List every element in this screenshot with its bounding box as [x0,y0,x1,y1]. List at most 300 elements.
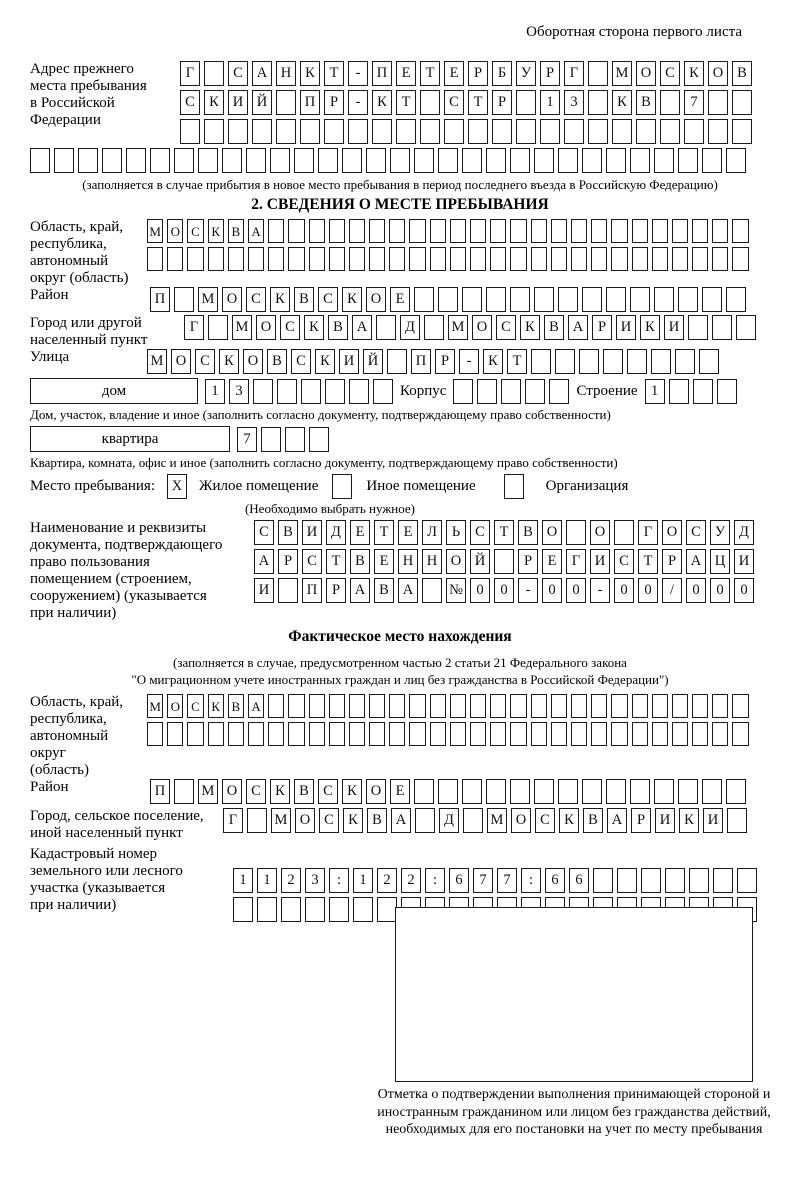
char-box[interactable]: Т [420,61,440,86]
char-box[interactable]: Т [374,520,394,545]
char-box[interactable]: К [204,90,224,115]
char-box[interactable]: 3 [305,868,325,893]
char-box[interactable]: Р [435,349,455,374]
char-box[interactable] [366,148,386,173]
char-box[interactable]: И [302,520,322,545]
char-box[interactable]: О [446,549,466,574]
char-box[interactable]: К [342,287,362,312]
char-box[interactable]: О [366,779,386,804]
char-box[interactable]: 3 [229,379,249,404]
char-box[interactable]: Р [492,90,512,115]
char-box[interactable]: Т [638,549,658,574]
char-box[interactable] [558,148,578,173]
char-box[interactable]: Й [470,549,490,574]
char-box[interactable] [660,119,680,144]
char-box[interactable] [222,148,242,173]
char-box[interactable]: И [664,315,684,340]
char-box[interactable]: М [147,349,167,374]
char-box[interactable] [30,148,50,173]
char-box[interactable]: : [329,868,349,893]
char-box[interactable]: Р [278,549,298,574]
char-box[interactable]: К [304,315,324,340]
char-box[interactable] [591,694,607,718]
char-box[interactable] [470,694,486,718]
char-box[interactable]: О [222,779,242,804]
char-box[interactable]: Р [468,61,488,86]
char-box[interactable]: 0 [734,578,754,603]
char-box[interactable] [632,694,648,718]
char-box[interactable] [665,868,685,893]
char-box[interactable] [389,219,405,243]
char-box[interactable] [732,219,748,243]
char-box[interactable]: Е [374,549,394,574]
char-box[interactable]: В [294,779,314,804]
char-box[interactable]: 1 [233,868,253,893]
char-box[interactable] [285,427,305,452]
char-box[interactable]: К [343,808,363,833]
char-box[interactable] [270,148,290,173]
char-box[interactable] [490,219,506,243]
char-box[interactable] [712,219,728,243]
char-box[interactable] [294,148,314,173]
char-box[interactable]: К [208,694,224,718]
char-box[interactable] [501,379,521,404]
char-box[interactable] [702,148,722,173]
char-box[interactable] [531,219,547,243]
char-box[interactable] [494,549,514,574]
char-box[interactable] [277,379,297,404]
char-box[interactable] [693,379,713,404]
char-box[interactable]: Т [396,90,416,115]
char-box[interactable] [612,119,632,144]
char-box[interactable] [555,349,575,374]
char-box[interactable]: 3 [564,90,584,115]
char-box[interactable]: М [271,808,291,833]
char-box[interactable]: М [232,315,252,340]
char-box[interactable] [712,722,728,746]
char-box[interactable] [531,722,547,746]
char-box[interactable] [606,148,626,173]
char-box[interactable] [276,90,296,115]
char-box[interactable]: У [710,520,730,545]
char-box[interactable] [614,520,634,545]
char-box[interactable] [582,287,602,312]
char-box[interactable] [702,779,722,804]
checkbox-organization[interactable] [504,474,524,499]
char-box[interactable]: 1 [257,868,277,893]
char-box[interactable]: П [372,61,392,86]
char-box[interactable] [603,349,623,374]
char-box[interactable] [420,119,440,144]
char-box[interactable]: П [411,349,431,374]
char-box[interactable] [288,722,304,746]
char-box[interactable]: С [319,808,339,833]
char-box[interactable] [372,119,392,144]
char-box[interactable] [208,315,228,340]
char-box[interactable] [593,868,613,893]
char-box[interactable] [430,694,446,718]
char-box[interactable]: О [171,349,191,374]
char-box[interactable]: 6 [545,868,565,893]
char-box[interactable] [684,119,704,144]
char-box[interactable]: М [147,694,163,718]
char-box[interactable]: И [655,808,675,833]
char-box[interactable] [147,247,163,271]
char-box[interactable] [540,119,560,144]
char-box[interactable] [233,897,253,922]
char-box[interactable] [268,247,284,271]
char-box[interactable]: Р [662,549,682,574]
char-box[interactable] [510,722,526,746]
char-box[interactable] [727,808,747,833]
char-box[interactable] [571,247,587,271]
char-box[interactable] [713,868,733,893]
char-box[interactable] [309,694,325,718]
char-box[interactable]: Р [631,808,651,833]
char-box[interactable] [329,219,345,243]
char-box[interactable] [510,287,530,312]
char-box[interactable] [617,868,637,893]
char-box[interactable]: В [367,808,387,833]
char-box[interactable] [174,779,194,804]
char-box[interactable] [329,897,349,922]
char-box[interactable] [606,287,626,312]
char-box[interactable] [309,722,325,746]
char-box[interactable] [430,247,446,271]
char-box[interactable] [732,722,748,746]
char-box[interactable] [477,379,497,404]
char-box[interactable]: Е [390,779,410,804]
char-box[interactable]: В [267,349,287,374]
char-box[interactable]: Е [542,549,562,574]
char-box[interactable]: А [391,808,411,833]
char-box[interactable] [450,694,466,718]
char-box[interactable] [669,379,689,404]
char-box[interactable] [558,779,578,804]
char-box[interactable]: 0 [542,578,562,603]
char-box[interactable]: 0 [710,578,730,603]
char-box[interactable]: 6 [449,868,469,893]
char-box[interactable] [268,722,284,746]
checkbox-other-premise[interactable] [332,474,352,499]
char-box[interactable] [187,722,203,746]
char-box[interactable]: / [662,578,682,603]
char-box[interactable]: Й [252,90,272,115]
char-box[interactable]: С [496,315,516,340]
char-box[interactable] [654,287,674,312]
char-box[interactable] [510,779,530,804]
char-box[interactable] [369,694,385,718]
char-box[interactable] [534,148,554,173]
char-box[interactable]: 1 [353,868,373,893]
char-box[interactable] [167,247,183,271]
char-box[interactable] [369,247,385,271]
char-box[interactable] [247,808,267,833]
char-box[interactable] [492,119,512,144]
char-box[interactable] [422,578,442,603]
char-box[interactable] [349,379,369,404]
char-box[interactable]: К [483,349,503,374]
checkbox-residential[interactable]: X [167,474,187,499]
char-box[interactable] [510,148,530,173]
char-box[interactable] [268,219,284,243]
char-box[interactable] [551,722,567,746]
char-box[interactable]: 1 [645,379,665,404]
char-box[interactable]: - [590,578,610,603]
char-box[interactable]: 7 [684,90,704,115]
char-box[interactable]: 0 [614,578,634,603]
char-box[interactable] [591,219,607,243]
char-box[interactable] [490,694,506,718]
char-box[interactable]: И [734,549,754,574]
char-box[interactable] [78,148,98,173]
char-box[interactable]: В [278,520,298,545]
char-box[interactable]: А [352,315,372,340]
char-box[interactable]: Н [422,549,442,574]
char-box[interactable]: Й [363,349,383,374]
char-box[interactable] [534,287,554,312]
char-box[interactable]: К [372,90,392,115]
char-box[interactable] [369,219,385,243]
char-box[interactable]: 1 [205,379,225,404]
char-box[interactable]: С [187,219,203,243]
char-box[interactable]: О [662,520,682,545]
char-box[interactable] [571,219,587,243]
char-box[interactable]: О [295,808,315,833]
char-box[interactable]: 2 [401,868,421,893]
char-box[interactable] [414,148,434,173]
char-box[interactable]: Н [398,549,418,574]
char-box[interactable] [301,379,321,404]
char-box[interactable]: : [425,868,445,893]
char-box[interactable]: Г [564,61,584,86]
char-box[interactable] [486,148,506,173]
char-box[interactable]: С [444,90,464,115]
char-box[interactable] [329,722,345,746]
char-box[interactable]: О [222,287,242,312]
char-box[interactable] [252,119,272,144]
char-box[interactable]: Т [326,549,346,574]
char-box[interactable]: А [254,549,274,574]
char-box[interactable] [180,119,200,144]
char-box[interactable]: Е [398,520,418,545]
char-box[interactable] [654,148,674,173]
char-box[interactable] [462,148,482,173]
char-box[interactable] [369,722,385,746]
char-box[interactable]: С [318,779,338,804]
char-box[interactable]: И [254,578,274,603]
char-box[interactable] [726,148,746,173]
char-box[interactable] [510,694,526,718]
char-box[interactable] [708,90,728,115]
char-box[interactable]: К [679,808,699,833]
char-box[interactable] [288,694,304,718]
char-box[interactable] [470,247,486,271]
char-box[interactable] [702,287,722,312]
char-box[interactable]: С [318,287,338,312]
char-box[interactable] [248,722,264,746]
char-box[interactable] [531,349,551,374]
char-box[interactable] [652,694,668,718]
char-box[interactable] [678,287,698,312]
char-box[interactable]: А [568,315,588,340]
char-box[interactable] [228,247,244,271]
char-box[interactable]: К [684,61,704,86]
char-box[interactable]: С [187,694,203,718]
char-box[interactable] [349,694,365,718]
char-box[interactable] [516,119,536,144]
char-box[interactable]: И [616,315,636,340]
char-box[interactable]: Р [592,315,612,340]
char-box[interactable] [636,119,656,144]
char-box[interactable] [261,427,281,452]
char-box[interactable]: - [348,90,368,115]
char-box[interactable] [654,779,674,804]
char-box[interactable]: 0 [638,578,658,603]
char-box[interactable] [712,315,732,340]
char-box[interactable]: А [607,808,627,833]
char-box[interactable] [692,722,708,746]
char-box[interactable] [318,148,338,173]
char-box[interactable]: 7 [473,868,493,893]
char-box[interactable]: П [302,578,322,603]
char-box[interactable]: А [350,578,370,603]
char-box[interactable] [486,287,506,312]
char-box[interactable]: № [446,578,466,603]
char-box[interactable] [726,779,746,804]
char-box[interactable]: И [590,549,610,574]
char-box[interactable] [579,349,599,374]
char-box[interactable] [248,247,264,271]
char-box[interactable]: С [291,349,311,374]
char-box[interactable] [571,722,587,746]
char-box[interactable] [551,219,567,243]
char-box[interactable] [692,247,708,271]
char-box[interactable] [309,219,325,243]
char-box[interactable] [558,287,578,312]
char-box[interactable] [438,779,458,804]
char-box[interactable] [732,694,748,718]
char-box[interactable] [187,247,203,271]
char-box[interactable]: Д [326,520,346,545]
char-box[interactable] [611,247,627,271]
char-box[interactable] [409,247,425,271]
char-box[interactable] [672,722,688,746]
char-box[interactable]: - [459,349,479,374]
char-box[interactable]: Д [400,315,420,340]
char-box[interactable]: Л [422,520,442,545]
char-box[interactable]: 0 [470,578,490,603]
char-box[interactable] [732,90,752,115]
char-box[interactable] [300,119,320,144]
char-box[interactable] [672,247,688,271]
char-box[interactable] [204,119,224,144]
char-box[interactable]: Е [350,520,370,545]
char-box[interactable]: Н [276,61,296,86]
char-box[interactable] [324,119,344,144]
char-box[interactable]: О [256,315,276,340]
char-box[interactable] [462,779,482,804]
char-box[interactable] [453,379,473,404]
char-box[interactable] [376,315,396,340]
char-box[interactable]: И [703,808,723,833]
char-box[interactable]: К [208,219,224,243]
char-box[interactable] [409,722,425,746]
char-box[interactable]: О [243,349,263,374]
char-box[interactable] [692,219,708,243]
char-box[interactable]: А [686,549,706,574]
char-box[interactable]: Р [540,61,560,86]
char-box[interactable]: Т [507,349,527,374]
char-box[interactable]: Д [734,520,754,545]
char-box[interactable]: 0 [686,578,706,603]
char-box[interactable] [228,119,248,144]
char-box[interactable] [490,247,506,271]
char-box[interactable] [606,779,626,804]
char-box[interactable]: 0 [494,578,514,603]
char-box[interactable]: Ь [446,520,466,545]
char-box[interactable]: Т [494,520,514,545]
char-box[interactable] [582,148,602,173]
char-box[interactable] [708,119,728,144]
char-box[interactable]: А [398,578,418,603]
char-box[interactable] [309,247,325,271]
char-box[interactable] [712,694,728,718]
char-box[interactable]: Е [444,61,464,86]
char-box[interactable]: В [583,808,603,833]
char-box[interactable] [147,722,163,746]
char-box[interactable]: : [521,868,541,893]
char-box[interactable] [409,219,425,243]
char-box[interactable] [415,808,435,833]
char-box[interactable] [591,247,607,271]
char-box[interactable]: О [167,694,183,718]
char-box[interactable]: Т [468,90,488,115]
char-box[interactable] [288,219,304,243]
char-box[interactable]: 0 [566,578,586,603]
char-box[interactable]: К [300,61,320,86]
char-box[interactable] [732,247,748,271]
char-box[interactable] [611,219,627,243]
char-box[interactable] [424,315,444,340]
char-box[interactable]: К [640,315,660,340]
char-box[interactable] [470,722,486,746]
char-box[interactable] [228,722,244,746]
char-box[interactable] [126,148,146,173]
char-box[interactable] [712,247,728,271]
char-box[interactable] [468,119,488,144]
char-box[interactable]: 6 [569,868,589,893]
char-box[interactable] [571,694,587,718]
char-box[interactable] [732,119,752,144]
char-box[interactable] [167,722,183,746]
char-box[interactable]: К [270,779,290,804]
char-box[interactable] [717,379,737,404]
char-box[interactable]: С [246,287,266,312]
char-box[interactable]: - [518,578,538,603]
char-box[interactable] [588,119,608,144]
char-box[interactable] [349,722,365,746]
char-box[interactable]: В [636,90,656,115]
char-box[interactable] [430,219,446,243]
char-box[interactable] [349,247,365,271]
char-box[interactable]: П [300,90,320,115]
char-box[interactable]: М [448,315,468,340]
char-box[interactable]: Д [439,808,459,833]
char-box[interactable]: К [612,90,632,115]
char-box[interactable] [641,868,661,893]
char-box[interactable] [611,722,627,746]
